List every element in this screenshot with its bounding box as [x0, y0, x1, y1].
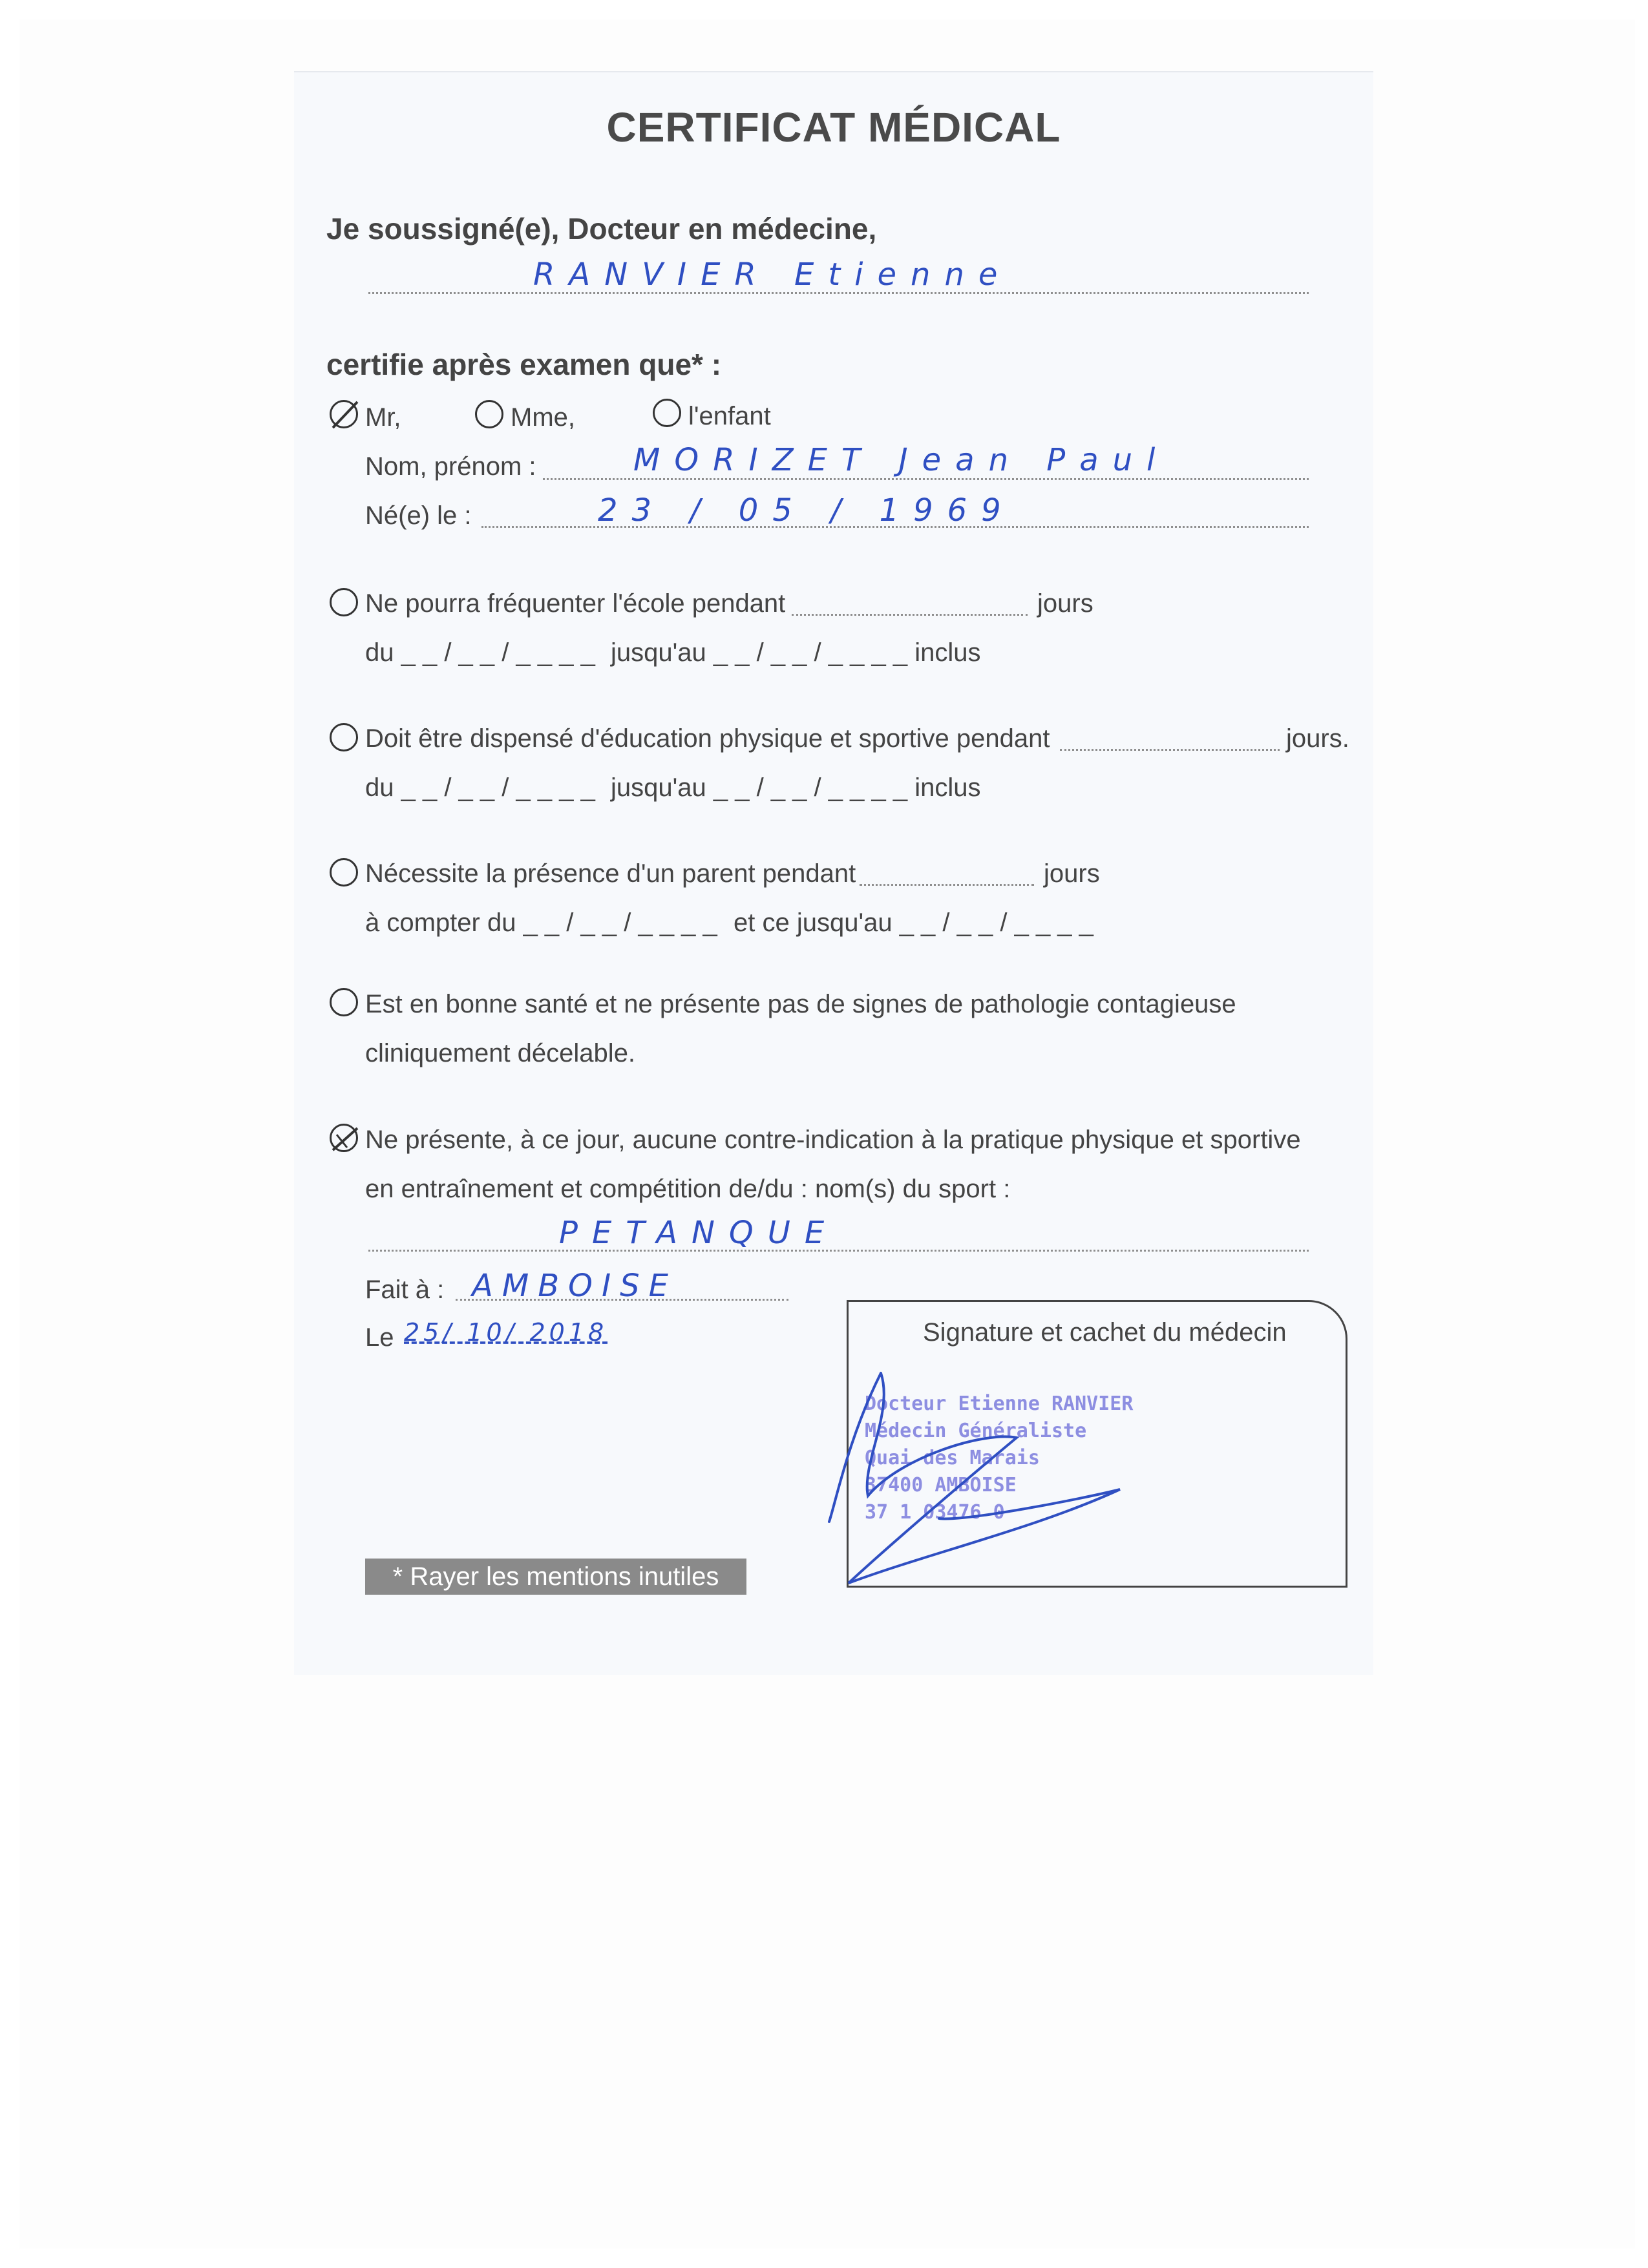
option-2-suffix: jours.: [1286, 724, 1349, 753]
checkbox-pe-exemption[interactable]: [330, 723, 358, 751]
sport-line: [368, 1250, 1309, 1252]
option-3-text: Nécessite la présence d'un parent pendant: [365, 859, 856, 888]
option-3-to: et ce jusqu'au _ _ / _ _ / _ _ _ _: [734, 908, 1093, 937]
signature-box: [847, 1300, 1347, 1588]
checkbox-mme[interactable]: [475, 400, 503, 428]
option-1-text: Ne pourra fréquenter l'école pendant: [365, 589, 786, 618]
name-value-handwritten: MORIZET Jean Paul: [633, 442, 1170, 478]
option-mme-label: Mme,: [511, 403, 575, 432]
option-2-text: Doit être dispensé d'éducation physique et sportive pendant: [365, 724, 1050, 753]
birth-label: Né(e) le :: [365, 501, 472, 530]
date-label: Le: [365, 1323, 394, 1352]
option-1-days-line: [792, 614, 1028, 616]
certify-heading: certifie après examen que* :: [326, 348, 722, 381]
doctor-name-handwritten: RANVIER Etienne: [533, 257, 1012, 293]
option-4-text-2: cliniquement décelable.: [365, 1039, 636, 1067]
date-value-handwritten: 25/ 10/ 2018: [404, 1318, 608, 1347]
option-1-from: du _ _ / _ _ / _ _ _ _: [365, 638, 595, 667]
certificate-sheet: [294, 71, 1373, 1675]
option-2-to: jusqu'au _ _ / _ _ / _ _ _ _ inclus: [611, 773, 981, 802]
option-mr-label: Mr,: [365, 403, 401, 432]
option-3-suffix: jours: [1044, 859, 1100, 888]
check-mark-icon: [328, 398, 361, 432]
name-label: Nom, prénom :: [365, 452, 536, 481]
checkbox-good-health[interactable]: [330, 988, 358, 1016]
option-4-text: Est en bonne santé et ne présente pas de signes de pathologie contagieuse: [365, 990, 1236, 1018]
place-label: Fait à :: [365, 1276, 445, 1304]
footnote-badge: * Rayer les mentions inutiles: [365, 1559, 746, 1595]
option-5-text-2: en entraînement et compétition de/du : nom(s) du sport :: [365, 1175, 1011, 1203]
place-value-handwritten: AMBOISE: [472, 1268, 677, 1304]
checkbox-school-absence[interactable]: [330, 588, 358, 616]
signature-label: Signature et cachet du médecin: [923, 1318, 1287, 1347]
stamp-line-5: 37 1 03476 0: [865, 1501, 1005, 1524]
option-child-label: l'enfant: [688, 402, 771, 430]
checkbox-parent-presence[interactable]: [330, 858, 358, 887]
check-mark-icon: [328, 1122, 361, 1155]
stamp-line-4: 37400 AMBOISE: [865, 1474, 1017, 1496]
option-1-suffix: jours: [1037, 589, 1093, 618]
birth-value-handwritten: 23 / 05 / 1969: [598, 492, 1015, 529]
sport-handwritten: PETANQUE: [559, 1215, 839, 1251]
checkbox-child[interactable]: [653, 399, 681, 427]
stamp-line-3: Quai des Marais: [865, 1447, 1040, 1469]
option-3-from: à compter du _ _ / _ _ / _ _ _ _: [365, 908, 717, 937]
stamp-line-1: Docteur Etienne RANVIER: [865, 1392, 1134, 1415]
stamp-line-2: Médecin Généraliste: [865, 1420, 1087, 1442]
signature-scribble-icon: [823, 1360, 1159, 1593]
option-2-from: du _ _ / _ _ / _ _ _ _: [365, 773, 595, 802]
option-1-to: jusqu'au _ _ / _ _ / _ _ _ _ inclus: [611, 638, 981, 667]
name-line: [543, 478, 1309, 480]
doctor-intro: Je soussigné(e), Docteur en médecine,: [326, 212, 877, 246]
option-2-days-line: [1060, 749, 1280, 751]
option-3-days-line: [860, 884, 1034, 886]
option-5-text: Ne présente, à ce jour, aucune contre-indication à la pratique physique et sportive: [365, 1126, 1301, 1154]
document-title: CERTIFICAT MÉDICAL: [606, 104, 1061, 151]
